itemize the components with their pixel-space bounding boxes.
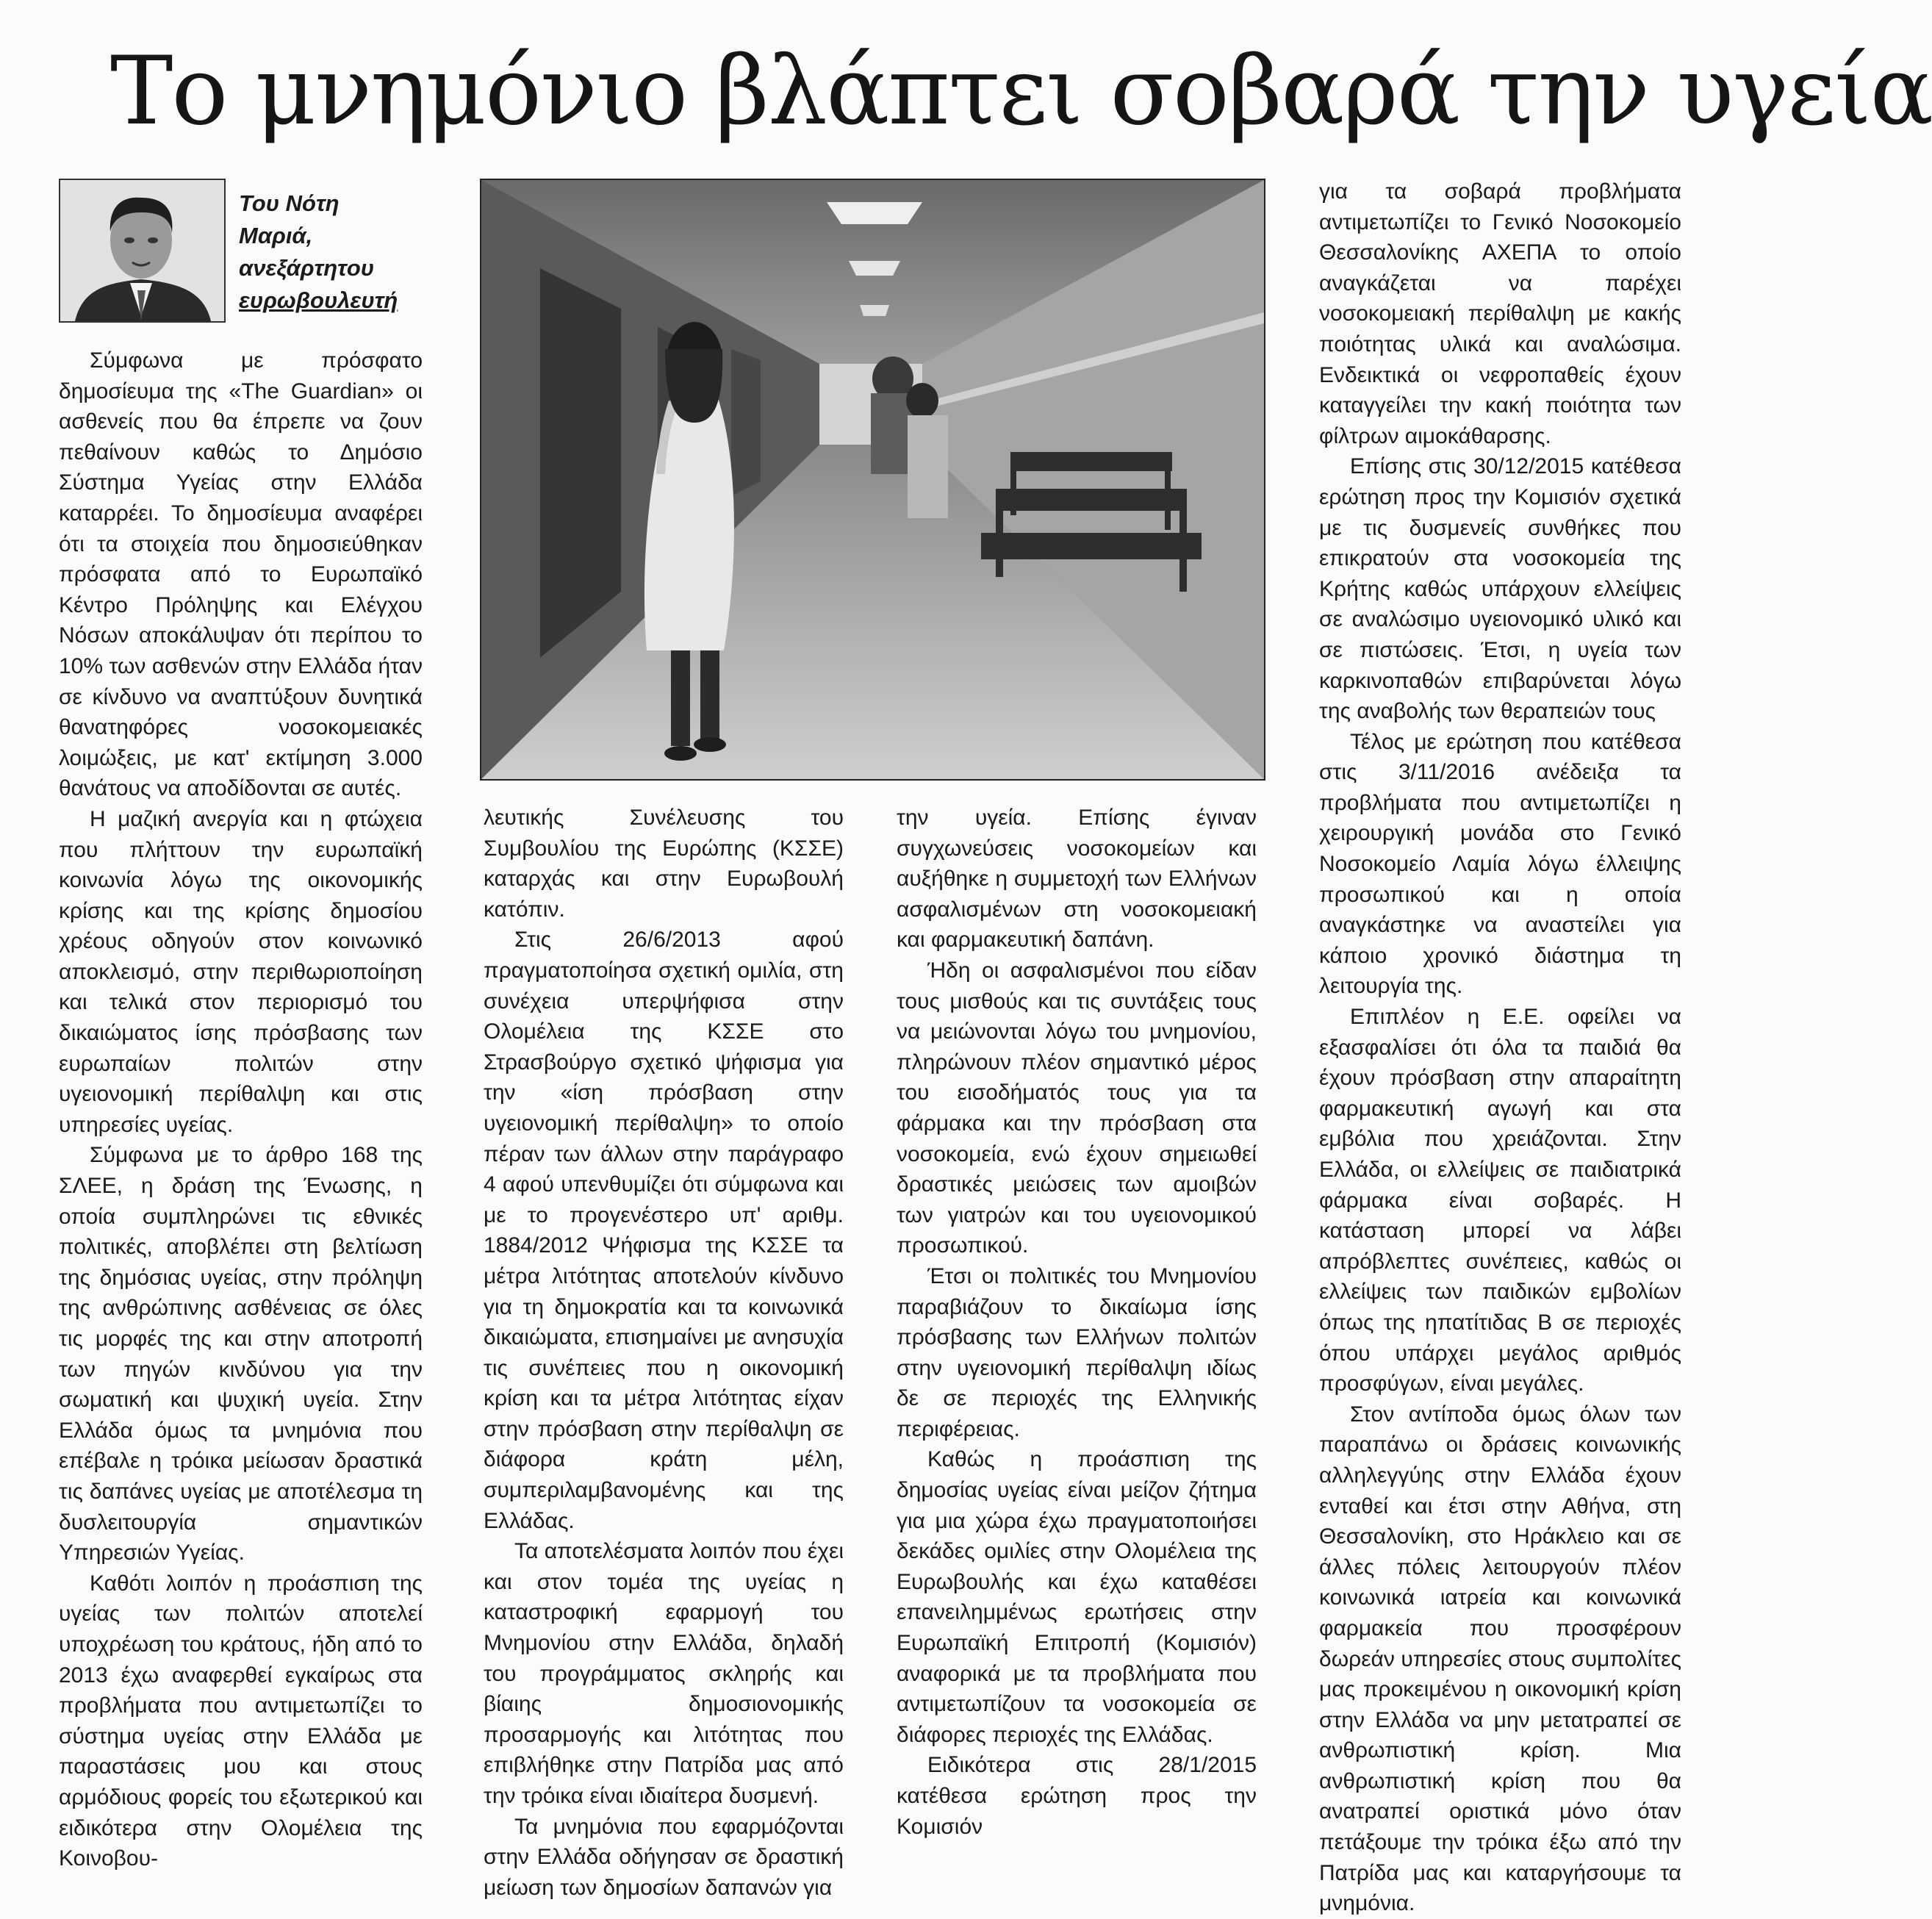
hospital-corridor-image <box>481 180 1264 779</box>
paragraph: για τα σοβαρά προβλήματα αντιμετωπίζει το Γενικό Νοσοκομείο Θεσσαλονίκης ΑΧΕΠΑ το οποίο αναγκάζεται να παρέχει νοσοκομειακή περίθαλψη με κακής ποιότητας υλικά και αναλώσιμα. Ενδεικτικά οι νεφροπαθείς έχουν καταγγείλει την κακή ποιότητα των φίλτρων αιμοκάθαρσης. <box>1319 179 1681 448</box>
author-portrait-image <box>60 180 224 321</box>
paragraph: Τέλος με ερώτηση που κατέθεσα στις 3/11/2016 ανέδειξα τα προβλήματα που αντιμετωπίζει η χειρουργική μονάδα στο Γενικό Νοσοκομείο Λαμία λόγω έλλειψης προσωπικού και η οποία αναγκάστηκε να αναστείλει για κάποιο χρονικό διάστημα τη λειτουργία της. <box>1319 729 1681 999</box>
article-column-3 <box>897 803 1257 1842</box>
article-column-4 <box>1319 176 1681 1919</box>
author-portrait <box>59 179 226 323</box>
paragraph: Σύμφωνα με πρόσφατο δημοσίευμα της «The Guardian» οι ασθενείς που θα έπρεπε να ζουν πεθαίνουν καθώς το Δημόσιο Σύστημα Υγείας στην Ελλάδα καταρρέει. Το δημοσίευμα αναφέρει ότι τα στοιχεία που δημοσιεύθηκαν πρόσφατα από το Ευρωπαϊκό Κέντρο Πρόληψης και Ελέγχου Νόσων αποκάλυψαν ότι περίπου το 10% των ασθενών στην Ελλάδα ήταν σε κίνδυνο να αναπτύξουν δυνητικά θανατηφόρες νοσοκομειακές λοιμώξεις, με κατ' εκτίμηση 3.000 θανάτους να αποδίδονται σε αυτές. <box>59 348 423 801</box>
paragraph: Καθότι λοιπόν η προάσπιση της υγείας των πολιτών αποτελεί υποχρέωση του κράτους, ήδη από το 2013 έχω αναφερθεί εγκαίρως στα προβλήματα που αντιμετωπίζει το σύστημα υγείας στην Ελλάδα με παραστάσεις μου και στους αρμόδιους φορείς του εξωτερικού και ειδικότερα στην Ολομέλεια της Κοινοβου- <box>59 1571 423 1871</box>
article-column-2 <box>484 803 844 1903</box>
paragraph: Σύμφωνα με το άρθρο 168 της ΣΛΕΕ, η δράση της Ένωσης, η οποία συμπληρώνει τις εθνικές πολιτικές, αποβλέπει στη βελτίωση της δημόσιας υγείας, στην πρόληψη της ανθρώπινης ασθένειας σε όλες τις μορφές της και στην αποτροπή των πηγών κινδύνου για την σωματική και ψυχική υγεία. Στην Ελλάδα όμως τα μνημόνια που επέβαλε η τρόικα μείωσαν δραστικά τις δαπάνες υγείας με αποτέλεσμα τη δυσλειτουργία σημαντικών Υπηρεσιών Υγείας. <box>59 1143 423 1565</box>
headline: Το μνημόνιο βλάπτει σοβαρά την υγεία <box>110 37 1932 146</box>
byline-line: Του Νότη <box>239 190 340 216</box>
hospital-corridor-photo <box>480 179 1265 781</box>
paragraph: Επιπλέον η Ε.Ε. οφείλει να εξασφαλίσει ότι όλα τα παιδιά θα έχουν πρόσβαση στην απαραίτητη φαρμακευτική αγωγή και στα εμβόλια που χρειάζονται. Στην Ελλάδα, οι ελλείψεις σε παιδιατρικά φάρμακα είναι σοβαρές. Η κατάσταση μπορεί να λάβει απρόβλεπτες συνέπειες, καθώς οι ελλείψεις των παιδικών εμβολίων όπως της ηπατίτιδας Β σε περιοχές όπου υπάρχει μεγάλος αριθμός προσφύγων, είναι μεγάλες. <box>1319 1005 1681 1396</box>
paragraph: λευτικής Συνέλευσης του Συμβουλίου της Ευρώπης (ΚΣΣΕ) καταρχάς και στην Ευρωβουλή κατόπιν. <box>484 806 844 922</box>
article-column-1 <box>59 345 423 1874</box>
paragraph: Στον αντίποδα όμως όλων των παραπάνω οι δράσεις κοινωνικής αλληλεγγύης στην Ελλάδα έχουν ενταθεί και έτσι στην Αθήνα, στη Θεσσαλονίκη, στο Ηράκλειο και σε άλλες πόλεις λειτουργούν πλέον κοινωνικά ιατρεία και κοινωνικά φαρμακεία που προσφέρουν δωρεάν υπηρεσίες στους συμπολίτες μας προκειμένου η οικονομική κρίση στην Ελλάδα να μην μετατραπεί σε ανθρωπιστική κρίση. Μια ανθρωπιστική κρίση που θα ανατραπεί οριστικά μόνο όταν πετάξουμε την τρόικα έξω από την Πατρίδα μας και καταργήσουμε τα μνημόνια. <box>1319 1402 1681 1916</box>
byline <box>239 187 408 317</box>
paragraph: Καθώς η προάσπιση της δημοσίας υγείας είναι μείζον ζήτημα για μια χώρα έχω πραγματοποιήσει δεκάδες ομιλίες στην Ολομέλεια της Ευρωβουλής και έχω καταθέσει επανειλημμένως ερωτήσεις στην Ευρωπαϊκή Επιτροπή (Κομισιόν) αναφορικά με τα προβλήματα που αντιμετωπίζουν τα νοσοκομεία σε διάφορες περιοχές της Ελλάδας. <box>897 1447 1257 1747</box>
paragraph: Η μαζική ανεργία και η φτώχεια που πλήττουν την ευρωπαϊκή κοινωνία λόγω της οικονομικής κρίσης και της κρίσης δημοσίου χρέους οδηγούν στον κοινωνικό αποκλεισμό, στην περιθωριοποίηση και τελικά στον περιορισμό του δικαιώματος ίσης πρόσβασης των ευρωπαίων πολιτών στην υγειονομική περίθαλψη και στις υπηρεσίες υγείας. <box>59 806 423 1137</box>
paragraph: Στις 26/6/2013 αφού πραγματοποίησα σχετική ομιλία, στη συνέχεια υπερψήφισα στην Ολομέλεια της ΚΣΣΕ στο Στρασβούργο σχετικό ψήφισμα για την «ίση πρόσβαση στην υγειονομική περίθαλψη» το οποίο πέραν των άλλων στην παράγραφο 4 αφού υπενθυμίζει ότι σύμφωνα και με το προγενέστερο υπ' αριθμ. 1884/2012 Ψήφισμα της ΚΣΣΕ τα μέτρα λιτότητας αποτελούν κίνδυνο για τη δημοκρατία και τα κοινωνικά δικαιώματα, επισημαίνει με ανησυχία τις συνέπειες που η οικονομική κρίση και τα μέτρα λιτότητας είχαν στην πρόσβαση στην περίθαλψη σε διάφορα κράτη μέλη, συμπεριλαμβανομένης και της Ελλάδας. <box>484 928 844 1533</box>
paragraph: Έτσι οι πολιτικές του Μνημονίου παραβιάζουν το δικαίωμα ίσης πρόσβασης των Ελλήνων πολιτών στην υγειονομική περίθαλψη ιδίως δε σε περιοχές της Ελληνικής περιφέρειας. <box>897 1263 1257 1441</box>
paragraph: την υγεία. Επίσης έγιναν συγχωνεύσεις νοσοκομείων και αυξήθηκε η συμμετοχή των Ελλήνων ασφαλισμένων στη νοσοκομειακή και φαρμακευτική δαπάνη. <box>897 806 1257 953</box>
byline-line: Μαριά, <box>239 223 313 248</box>
byline-line: ανεξάρτητου <box>239 255 375 281</box>
paragraph: Ήδη οι ασφαλισμένοι που είδαν τους μισθούς και τις συντάξεις τους να μειώνονται λόγω του μνημονίου, πληρώνουν πλέον σημαντικό μέρος του εισοδήματός τους για τα φάρμακα και την πρόσβαση στα νοσοκομεία, ενώ έχουν σημειωθεί δραστικές μειώσεις των αμοιβών των γιατρών και του υγειονομικού προσωπικού. <box>897 958 1257 1258</box>
paragraph: Τα αποτελέσματα λοιπόν που έχει και στον τομέα της υγείας η καταστροφική εφαρμογή του Μνημονίου στην Ελλάδα, δηλαδή του προγράμματος σκληρής και βίαιης δημοσιονομικής προσαρμογής και λιτότητας που επιβλήθηκε στην Πατρίδα μας από την τρόικα είναι ιδιαίτερα δυσμενή. <box>484 1539 844 1808</box>
paragraph: Τα μνημόνια που εφαρμόζονται στην Ελλάδα οδήγησαν σε δραστική μείωση των δημοσίων δαπανών για <box>484 1814 844 1900</box>
paragraph: Επίσης στις 30/12/2015 κατέθεσα ερώτηση προς την Κομισιόν σχετικά με τις δυσμενείς συνθήκες που επικρατούν στα νοσοκομεία της Κρήτης καθώς υπάρχουν ελλείψεις σε αναλώσιμο υγειονομικό υλικό και σε πιστώσεις. Έτσι, η υγεία των καρκινοπαθών επιβαρύνεται λόγω της αναβολής των θεραπειών τους <box>1319 454 1681 724</box>
byline-line: ευρωβουλευτή <box>239 287 398 313</box>
paragraph: Ειδικότερα στις 28/1/2015 κατέθεσα ερώτηση προς την Κομισιόν <box>897 1753 1257 1839</box>
